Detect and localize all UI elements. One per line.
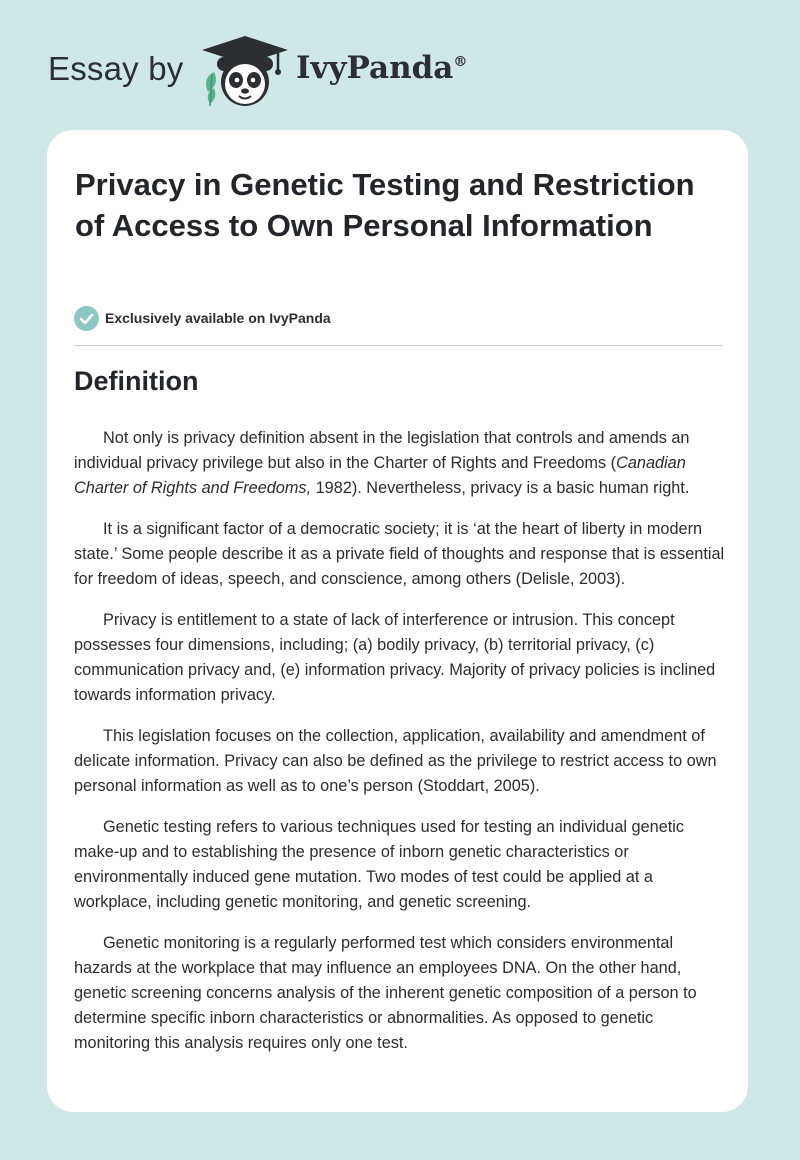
page-title: Privacy in Genetic Testing and Restriction of Access to Own Personal Information [75,167,695,243]
exclusive-badge [74,305,331,331]
brand-name[interactable]: IvyPanda® [296,50,468,86]
section-heading: Definition [74,366,199,396]
paragraph-5: Genetic testing refers to various techniques used for testing an individual genetic make-up and to establishing the presence of inborn genetic characteristics or environmentally induced gene mutation. Two modes of test could be applied at a workplace, including genetic monitoring, and genetic screening. [74,818,685,911]
divider [74,345,723,346]
article-body [74,426,726,1072]
brand-prefix: Essay by [48,50,184,87]
paragraph-1: Not only is privacy definition absent in the legislation that controls and amends an individual privacy privilege but also in the Charter of Rights and Freedoms (Canadian Charter of Rights and Freedoms, 1982). Nevertheless, privacy is a basic human right. [74,429,690,497]
paragraph-2: It is a significant factor of a democratic society; it is ‘at the heart of liberty in modern state.’ Some people describe it as a private field of thoughts and response that is essential for freedom of ideas, speech, and conscience, among others (Delisle, 2003). [74,520,725,588]
panda-graduate-icon[interactable] [200,34,290,110]
essay-card [47,130,748,1112]
paragraph-6: Genetic monitoring is a regularly performed test which considers environmental hazards at the workplace that may influence an employees DNA. On the other hand, genetic screening concerns analysis of the inherent genetic composition of a person to determine specific inborn characteristics or abnormalities. As opposed to genetic monitoring this analysis requires only one test. [74,934,697,1052]
paragraph-4: This legislation focuses on the collection, application, availability and amendment of delicate information. Privacy can also be defined as the privilege to restrict access to own personal information as well as to one’s person (Stoddart, 2005). [74,727,717,795]
check-circle-icon [74,306,99,331]
paragraph-3: Privacy is entitlement to a state of lack of interference or intrusion. This concept possesses four dimensions, including; (a) bodily privacy, (b) territorial privacy, (c) communication privacy and, (e) information privacy. Majority of privacy policies is inclined towards information privacy. [74,611,716,704]
site-header [0,0,800,130]
badge-text: Exclusively available on IvyPanda [105,310,331,326]
